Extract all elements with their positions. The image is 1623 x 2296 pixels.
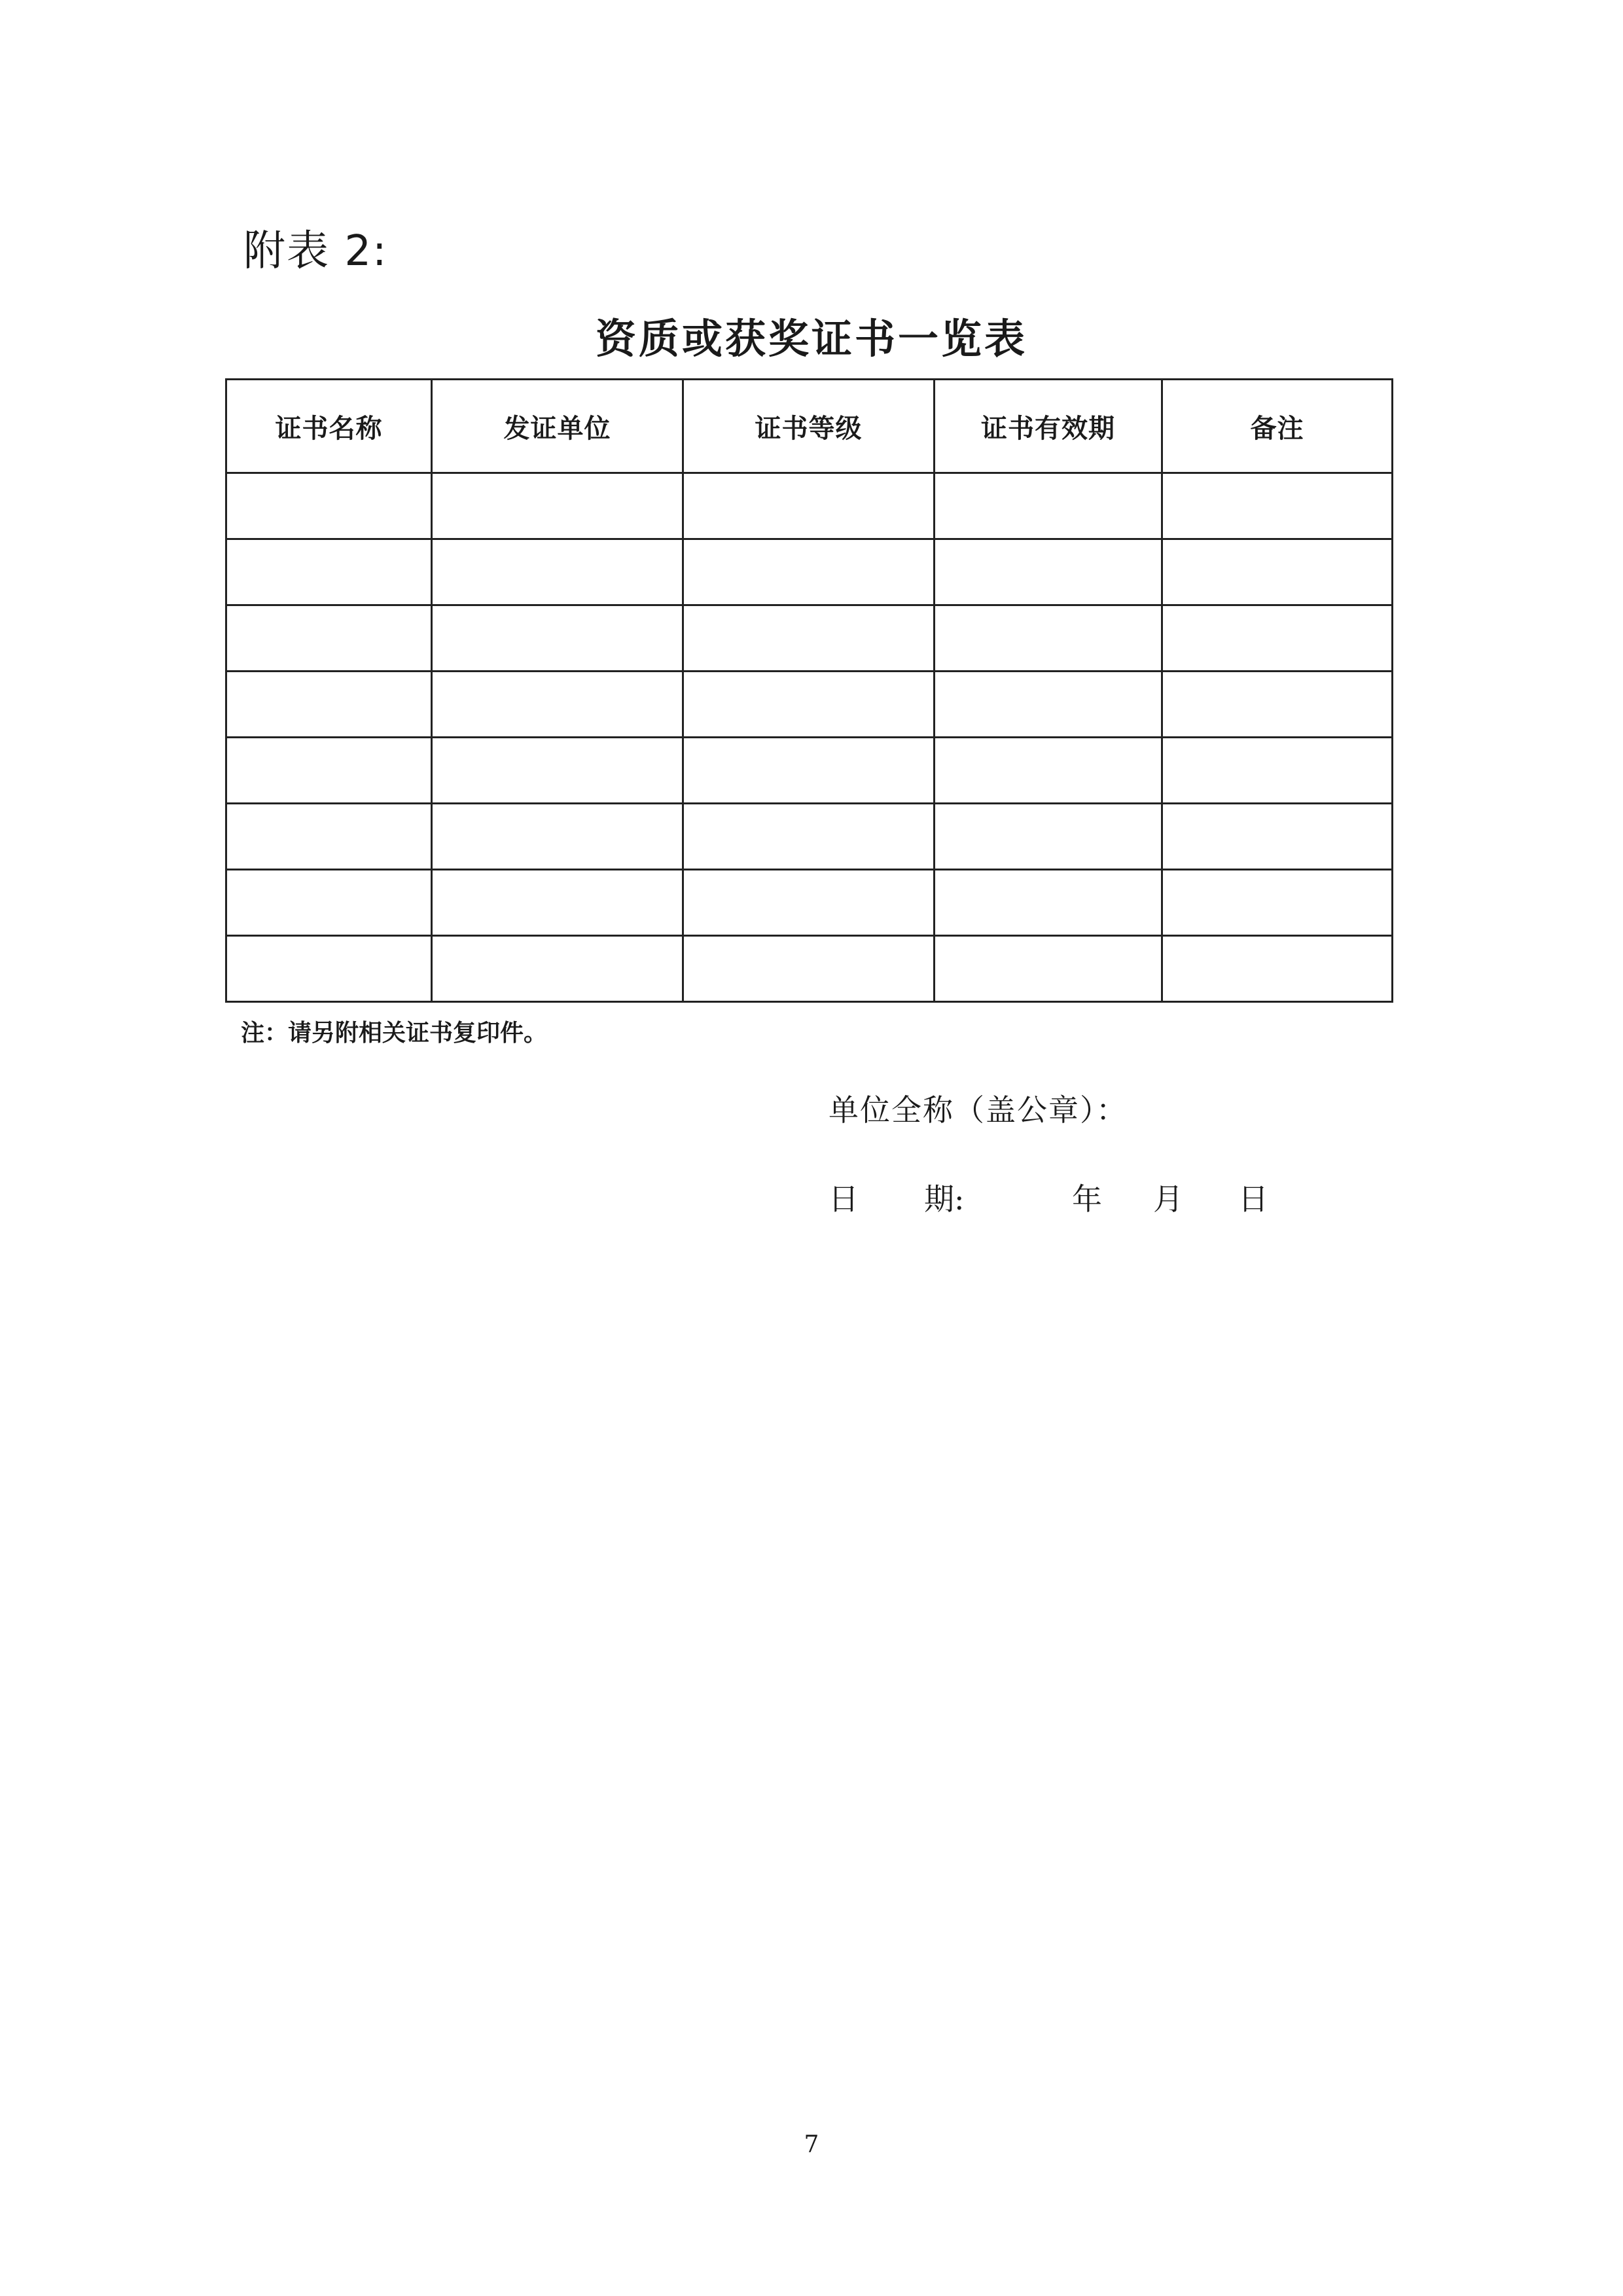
table-cell[interactable] bbox=[935, 804, 1162, 870]
table-cell[interactable] bbox=[935, 605, 1162, 672]
table-cell[interactable] bbox=[226, 539, 432, 605]
table-cell[interactable] bbox=[1162, 539, 1393, 605]
table-row bbox=[226, 870, 1393, 936]
table-row bbox=[226, 539, 1393, 605]
table-cell[interactable] bbox=[432, 870, 683, 936]
header-issuing-unit: 发证单位 bbox=[432, 380, 683, 473]
month-label: 月 bbox=[1153, 1181, 1183, 1217]
table-cell[interactable] bbox=[1162, 738, 1393, 804]
table-cell[interactable] bbox=[226, 936, 432, 1002]
certificate-table bbox=[225, 378, 1393, 1003]
table-cell[interactable] bbox=[683, 738, 935, 804]
table-row bbox=[226, 936, 1393, 1002]
table-cell[interactable] bbox=[683, 539, 935, 605]
attachment-label: 附表 2: bbox=[243, 227, 388, 276]
table-cell[interactable] bbox=[1162, 936, 1393, 1002]
table-row bbox=[226, 672, 1393, 738]
table-cell[interactable] bbox=[226, 473, 432, 539]
table-cell[interactable] bbox=[935, 539, 1162, 605]
table-cell[interactable] bbox=[683, 936, 935, 1002]
table-cell[interactable] bbox=[432, 473, 683, 539]
table-row bbox=[226, 605, 1393, 672]
unit-seal-label: 单位全称（盖公章）： bbox=[829, 1092, 1128, 1128]
document-title: 资质或获奖证书一览表 bbox=[595, 315, 1027, 363]
table-body bbox=[226, 473, 1393, 1002]
table-cell[interactable] bbox=[683, 804, 935, 870]
table-cell[interactable] bbox=[432, 738, 683, 804]
table-cell[interactable] bbox=[1162, 473, 1393, 539]
table-cell[interactable] bbox=[432, 605, 683, 672]
year-label: 年 bbox=[1072, 1181, 1102, 1217]
header-cert-name: 证书名称 bbox=[226, 380, 432, 473]
table-row bbox=[226, 738, 1393, 804]
table-cell[interactable] bbox=[935, 738, 1162, 804]
table-cell[interactable] bbox=[226, 870, 432, 936]
table-cell[interactable] bbox=[432, 936, 683, 1002]
table-cell[interactable] bbox=[432, 672, 683, 738]
table-cell[interactable] bbox=[935, 672, 1162, 738]
table-cell[interactable] bbox=[226, 738, 432, 804]
table-cell[interactable] bbox=[1162, 672, 1393, 738]
table-cell[interactable] bbox=[683, 473, 935, 539]
date-label-second: 期: bbox=[924, 1181, 965, 1217]
header-validity: 证书有效期 bbox=[935, 380, 1162, 473]
note-text: 注：请另附相关证书复印件。 bbox=[241, 1019, 548, 1047]
header-remarks: 备注 bbox=[1162, 380, 1393, 473]
table-cell[interactable] bbox=[226, 804, 432, 870]
table-cell[interactable] bbox=[683, 870, 935, 936]
table-cell[interactable] bbox=[432, 804, 683, 870]
table-cell[interactable] bbox=[1162, 804, 1393, 870]
header-cert-level: 证书等级 bbox=[683, 380, 935, 473]
table-cell[interactable] bbox=[432, 539, 683, 605]
table-cell[interactable] bbox=[935, 473, 1162, 539]
table-row bbox=[226, 473, 1393, 539]
page-number: 7 bbox=[804, 2131, 819, 2158]
table-cell[interactable] bbox=[935, 870, 1162, 936]
table-cell[interactable] bbox=[683, 672, 935, 738]
table-cell[interactable] bbox=[226, 672, 432, 738]
table-cell[interactable] bbox=[935, 936, 1162, 1002]
table-row bbox=[226, 804, 1393, 870]
day-label: 日 bbox=[1238, 1181, 1268, 1217]
table-cell[interactable] bbox=[683, 605, 935, 672]
table-header-row bbox=[226, 380, 1393, 473]
table-cell[interactable] bbox=[1162, 605, 1393, 672]
table-cell[interactable] bbox=[1162, 870, 1393, 936]
table-cell[interactable] bbox=[226, 605, 432, 672]
date-label-first: 日 bbox=[829, 1181, 859, 1217]
